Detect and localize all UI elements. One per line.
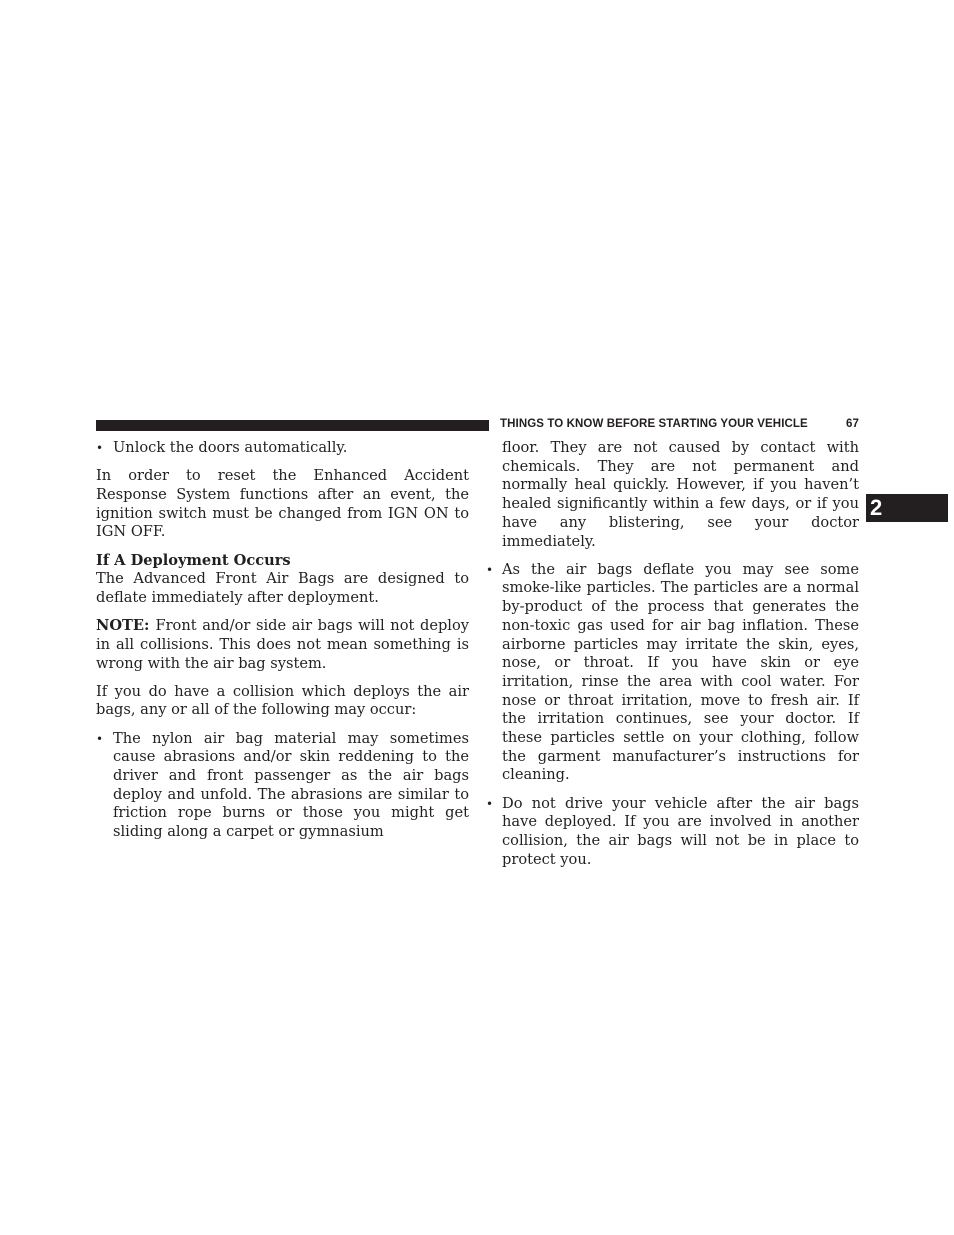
running-header [500, 418, 859, 430]
page-number: 67 [846, 418, 859, 430]
list-item-text: As the air bags deflate you may see some smoke-like particles. The particles are a normal by-product of the process that generates the non-toxic gas used for air bag inflation. These airborne particles may irritate the skin, eyes, nose, or throat. If you have skin or eye irritation, rinse the area with cool water. For nose or throat irritation, move to fresh air. If the irritation continues, see your doctor. If these particles settle on your clothing, follow the garment manufacturer’s instructions for cleaning. [502, 560, 859, 784]
continued-list-text: floor. They are not caused by contact with chemicals. They are not permanent and normally heal quickly. However, if you haven’t healed significantly within a few days, or if you have any blistering, see your doctor immediately. [502, 439, 859, 550]
right-column [485, 439, 859, 879]
bullet-icon: • [486, 796, 494, 811]
bullet-list-top [96, 439, 469, 458]
list-item [485, 795, 859, 870]
note-text: Front and/or side air bags will not deploy in all collisions. This does not mean something is wrong with the air bag system. [96, 617, 469, 672]
bullet-list-effects [96, 730, 469, 842]
bullet-icon: • [96, 731, 104, 746]
list-item [96, 730, 469, 842]
header-title: THINGS TO KNOW BEFORE STARTING YOUR VEHICLE [500, 418, 808, 430]
note-label: NOTE: [96, 617, 150, 635]
list-item [485, 561, 859, 785]
paragraph-collision: If you do have a collision which deploys the air bags, any or all of the following may occur: [96, 682, 469, 719]
list-item-text: The nylon air bag material may sometimes cause abrasions and/or skin reddening to the driver and front passenger as the air bags deploy and unfold. The abrasions are similar to friction rope burns or those you might get sliding along a carpet or gymnasium [113, 729, 469, 841]
left-column [96, 439, 469, 851]
header-bar [96, 420, 489, 431]
section-heading: If A Deployment Occurs [96, 551, 291, 569]
section-tab: 2 [866, 494, 948, 522]
list-item-text: Unlock the doors automatically. [113, 439, 348, 456]
paragraph-reset: In order to reset the Enhanced Accident Response System functions after an event, the ignition switch must be changed from IGN ON to IGN OFF. [96, 467, 469, 541]
bullet-icon: • [96, 441, 104, 455]
bullet-list-continued [485, 561, 859, 870]
bullet-icon: • [486, 562, 494, 577]
paragraph-deflate: The Advanced Front Air Bags are designed to deflate immediately after deployment. [96, 570, 469, 606]
list-item [96, 439, 469, 458]
note-paragraph [96, 617, 469, 673]
list-item-text: Do not drive your vehicle after the air bags have deployed. If you are involved in another collision, the air bags will not be in place to protect you. [502, 794, 859, 868]
